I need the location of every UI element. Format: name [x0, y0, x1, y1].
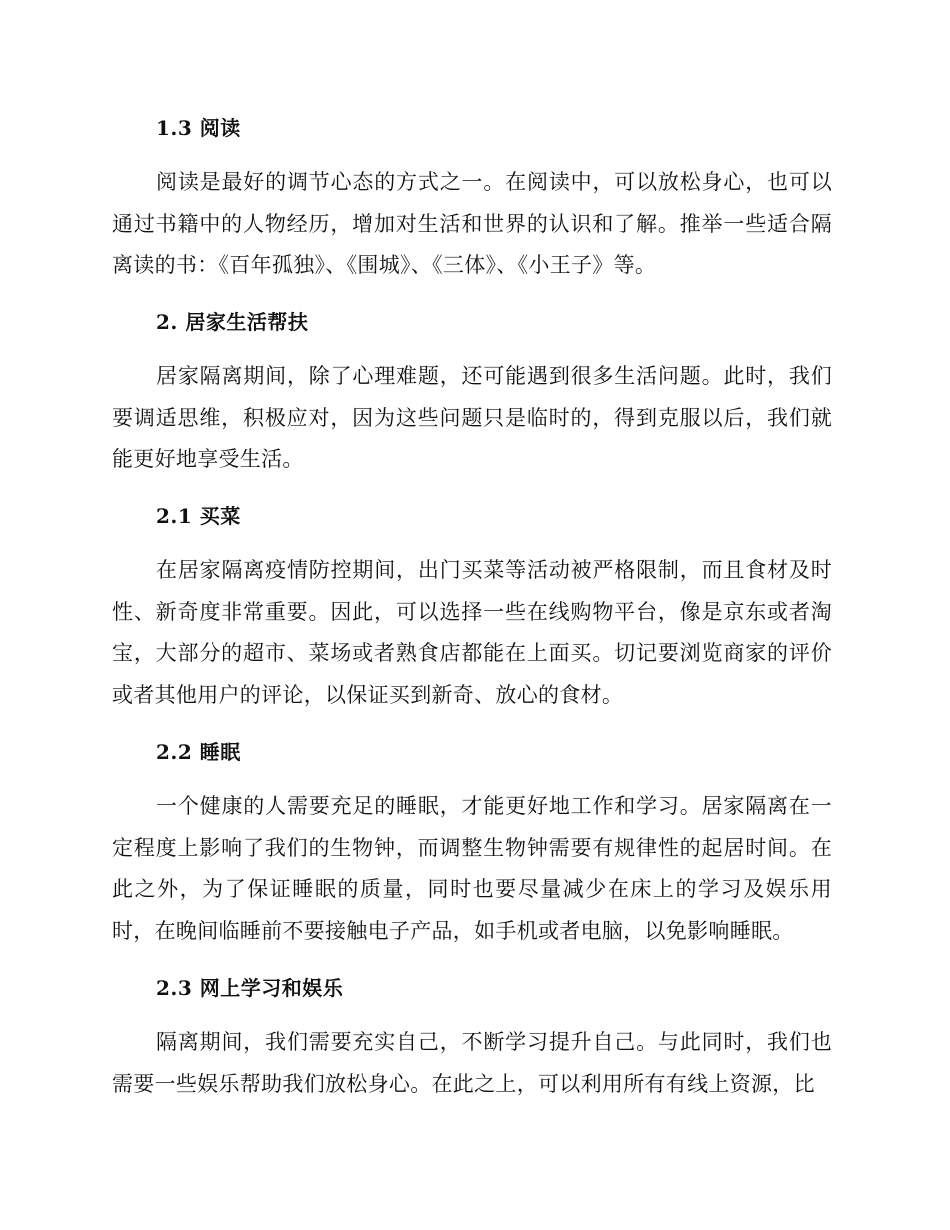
section-heading-2: 2. 居家生活帮扶 [156, 310, 309, 334]
section-heading-2-2: 2.2 睡眠 [156, 740, 241, 764]
paragraph-grocery: 在居家隔离疫情防控期间，出门买菜等活动被严格限制，而且食材及时性、新奇度非常重要。因此，可以选择一些在线购物平台，像是京东或者淘宝，大部分的超市、菜场或者熟食店都能在上面买。切记要浏览商家的评价或者其他用户的评论，以保证买到新奇、放心的食材。 [112, 558, 832, 707]
paragraph-online-learning: 隔离期间，我们需要充实自己，不断学习提升自己。与此同时，我们也需要一些娱乐帮助我们放松身心。在此之上，可以利用所有有线上资源，比 [112, 1030, 832, 1096]
paragraph-home-life: 居家隔离期间，除了心理难题，还可能遇到很多生活问题。此时，我们要调适思维，积极应对，因为这些问题只是临时的，得到克服以后，我们就能更好地享受生活。 [112, 364, 832, 471]
section-heading-1-3: 1.3 阅读 [156, 116, 241, 140]
section-heading-2-1: 2.1 买菜 [156, 504, 241, 528]
section-heading-2-3: 2.3 网上学习和娱乐 [156, 976, 344, 1000]
paragraph-reading: 阅读是最好的调节心态的方式之一。在阅读中，可以放松身心，也可以通过书籍中的人物经历，增加对生活和世界的认识和了解。推举一些适合隔离读的书：《百年孤独》、《围城》、《三体》、《小王子》等。 [112, 170, 832, 277]
paragraph-sleep: 一个健康的人需要充足的睡眠，才能更好地工作和学习。居家隔离在一定程度上影响了我们的生物钟，而调整生物钟需要有规律性的起居时间。在此之外，为了保证睡眠的质量，同时也要尽量减少在床上的学习及娱乐用时，在晚间临睡前不要接触电子产品，如手机或者电脑，以免影响睡眠。 [112, 794, 832, 943]
